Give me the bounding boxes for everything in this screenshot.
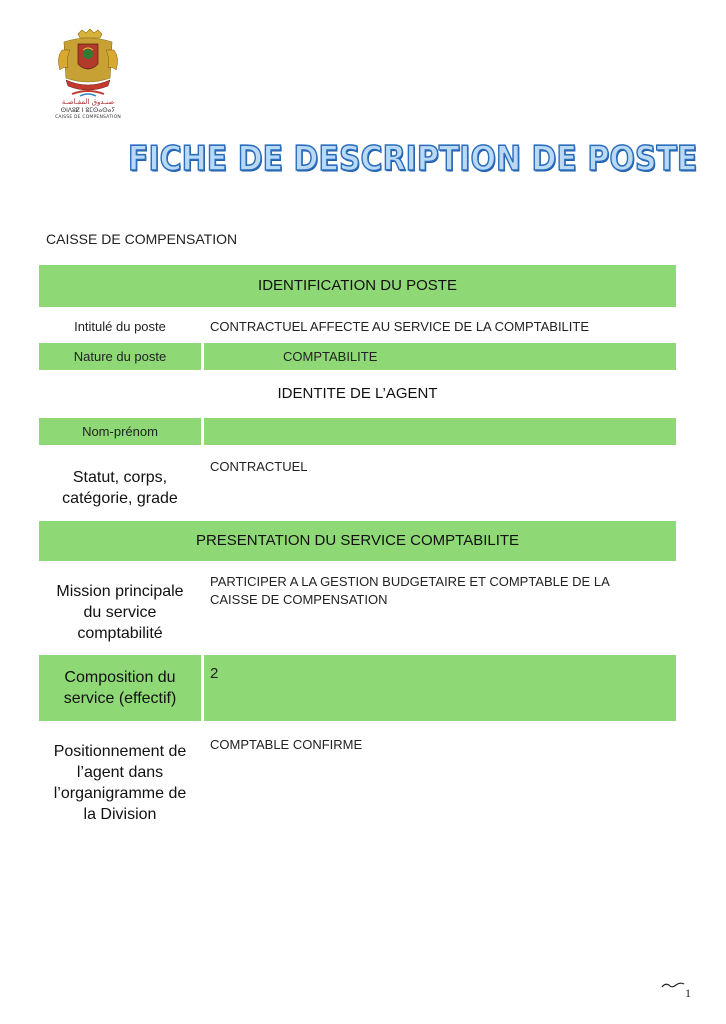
label-nature: Nature du poste	[73, 349, 167, 364]
value-mission: PARTICIPER A LA GESTION BUDGETAIRE ET COMPTABLE DE LA CAISSE DE COMPENSATION	[210, 574, 610, 607]
value-statut: CONTRACTUEL	[210, 459, 308, 474]
row-statut	[39, 453, 676, 515]
label-composition: Composition du service (effectif)	[63, 669, 177, 707]
label-mission: Mission principale du service comptabilité	[56, 583, 184, 642]
label-statut: Statut, corps, catégorie, grade	[62, 469, 178, 507]
row-mission	[39, 568, 676, 653]
row-intitule	[39, 315, 676, 339]
logo-tifinagh-text: ⵙⵏⴷⵓⵇ ⵏ ⵓⵎⵙⴰⵙⴰⵢ	[60, 107, 116, 114]
value-positionnement: COMPTABLE CONFIRME	[210, 737, 363, 752]
section-agent-header: IDENTITE DE L’AGENT	[277, 385, 438, 402]
document-title: FICHE DE DESCRIPTION DE POSTE	[128, 140, 698, 180]
logo-french-text: CAISSE DE COMPENSATION	[55, 115, 121, 120]
caisse-logo	[50, 28, 126, 126]
row-nom	[39, 418, 676, 445]
row-nature	[39, 343, 676, 370]
row-composition	[39, 655, 676, 721]
royal-coat-of-arms-icon	[50, 28, 126, 98]
page-number: 1	[685, 986, 691, 1000]
label-positionnement: Positionnement de l’agent dans l’organigramme de la Division	[53, 743, 187, 823]
handwritten-initial-icon	[660, 978, 686, 992]
value-nature: COMPTABILITE	[283, 349, 378, 364]
section-presentation-header: PRESENTATION DU SERVICE COMPTABILITE	[39, 521, 676, 561]
label-nom: Nom-prénom	[82, 424, 158, 439]
row-positionnement	[39, 727, 676, 847]
label-intitule: Intitulé du poste	[74, 319, 166, 334]
value-composition: 2	[210, 665, 219, 682]
logo-arabic-text: صنـدوق المقـاصـة	[61, 98, 115, 106]
organization-name: CAISSE DE COMPENSATION	[46, 231, 238, 247]
value-intitule: CONTRACTUEL AFFECTE AU SERVICE DE LA COMPTABILITE	[210, 319, 590, 334]
section-identification-header: IDENTIFICATION DU POSTE	[39, 265, 676, 307]
